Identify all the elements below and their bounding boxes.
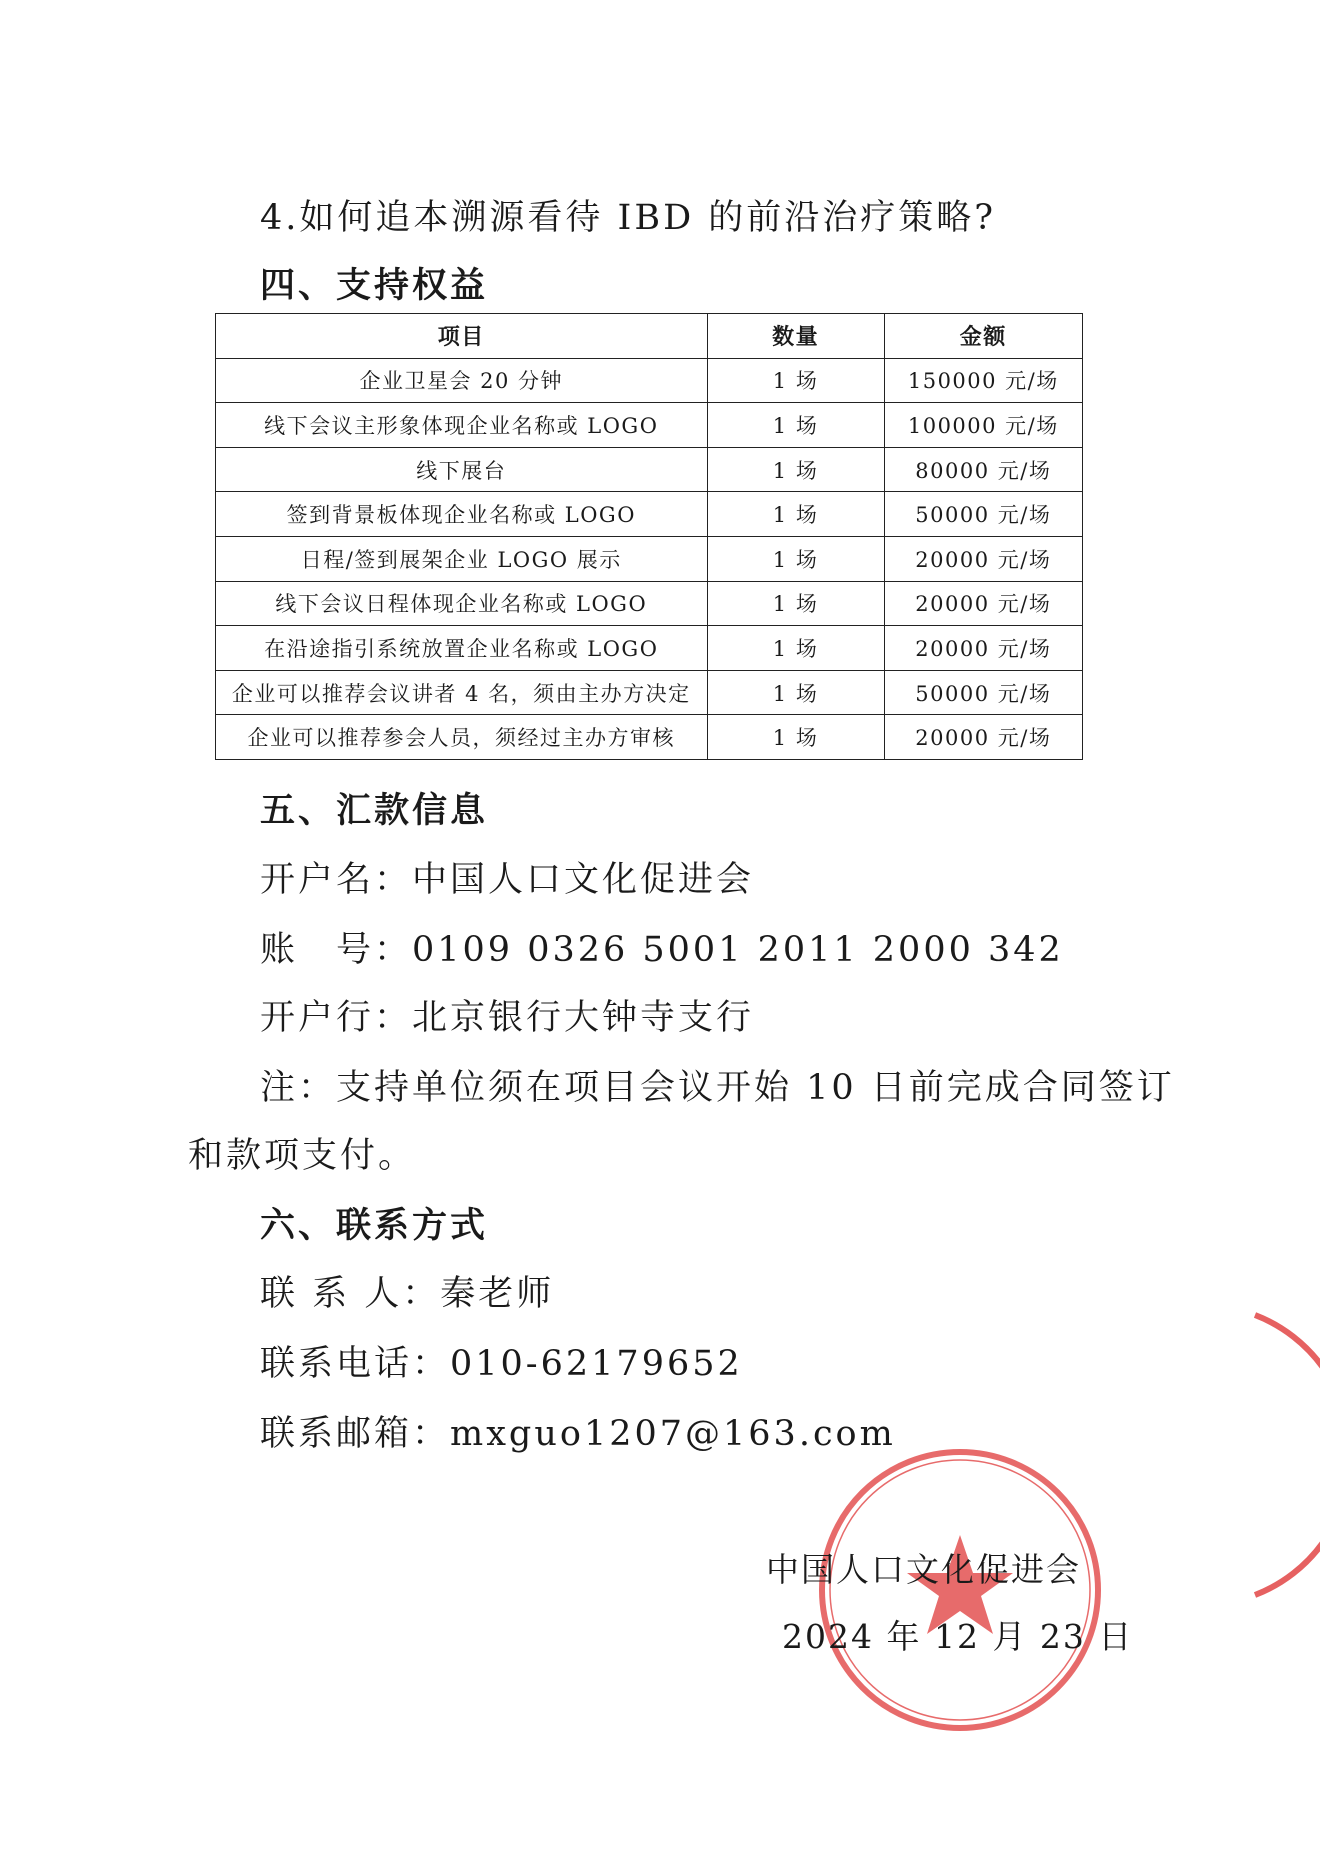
cell-quantity: 1 场: [707, 715, 884, 760]
cell-quantity: 1 场: [707, 447, 884, 492]
table-header-row: [216, 314, 1083, 359]
cell-quantity: 1 场: [707, 536, 884, 581]
cell-item: 线下会议主形象体现企业名称或 LOGO: [216, 403, 708, 448]
partial-seal-stamp: [1240, 1310, 1320, 1610]
table-row: [216, 670, 1083, 715]
section-6-title: 六、联系方式: [260, 1206, 489, 1246]
cell-quantity: 1 场: [707, 358, 884, 403]
cell-amount: 50000 元/场: [884, 670, 1082, 715]
cell-item: 企业卫星会 20 分钟: [216, 358, 708, 403]
benefits-table: [215, 313, 1083, 760]
signature-organization: 中国人口文化促进会: [766, 1550, 1081, 1589]
cell-item: 日程/签到展架企业 LOGO 展示: [216, 536, 708, 581]
cell-quantity: 1 场: [707, 626, 884, 671]
contact-email: 联系邮箱：mxguo1207@163.com: [260, 1414, 896, 1454]
table-row: [216, 626, 1083, 671]
cell-quantity: 1 场: [707, 403, 884, 448]
section-5-title: 五、汇款信息: [260, 791, 489, 831]
cell-quantity: 1 场: [707, 492, 884, 537]
table-row: [216, 403, 1083, 448]
cell-quantity: 1 场: [707, 581, 884, 626]
cell-amount: 100000 元/场: [884, 403, 1082, 448]
cell-amount: 50000 元/场: [884, 492, 1082, 537]
table-row: [216, 492, 1083, 537]
section-4-title: 四、支持权益: [260, 266, 489, 306]
cell-item: 签到背景板体现企业名称或 LOGO: [216, 492, 708, 537]
contact-phone: 联系电话：010-62179652: [260, 1344, 743, 1384]
table-row: [216, 581, 1083, 626]
bank-branch: 开户行：北京银行大钟寺支行: [260, 998, 755, 1038]
cell-amount: 20000 元/场: [884, 536, 1082, 581]
cell-amount: 20000 元/场: [884, 715, 1082, 760]
cell-item: 线下展台: [216, 447, 708, 492]
payment-note: 注：支持单位须在项目会议开始 10 日前完成合同签订: [260, 1068, 1175, 1108]
header-quantity: 数量: [707, 314, 884, 359]
cell-amount: 150000 元/场: [884, 358, 1082, 403]
table-row: [216, 358, 1083, 403]
account-number: 账 号：0109 0326 5001 2011 2000 342: [260, 930, 1064, 970]
question-4: 4.如何追本溯源看待 IBD 的前沿治疗策略?: [260, 198, 997, 238]
table-row: [216, 536, 1083, 581]
account-name: 开户名：中国人口文化促进会: [260, 860, 755, 900]
cell-amount: 80000 元/场: [884, 447, 1082, 492]
header-amount: 金额: [884, 314, 1082, 359]
payment-note-continued: 和款项支付。: [188, 1136, 417, 1176]
table-row: [216, 447, 1083, 492]
signature-date: 2024 年 12 月 23 日: [782, 1617, 1134, 1656]
cell-quantity: 1 场: [707, 670, 884, 715]
table-row: [216, 715, 1083, 760]
cell-item: 在沿途指引系统放置企业名称或 LOGO: [216, 626, 708, 671]
contact-person: 联 系 人：秦老师: [260, 1274, 555, 1314]
cell-amount: 20000 元/场: [884, 626, 1082, 671]
cell-item: 企业可以推荐会议讲者 4 名，须由主办方决定: [216, 670, 708, 715]
cell-amount: 20000 元/场: [884, 581, 1082, 626]
cell-item: 企业可以推荐参会人员，须经过主办方审核: [216, 715, 708, 760]
cell-item: 线下会议日程体现企业名称或 LOGO: [216, 581, 708, 626]
header-item: 项目: [216, 314, 708, 359]
